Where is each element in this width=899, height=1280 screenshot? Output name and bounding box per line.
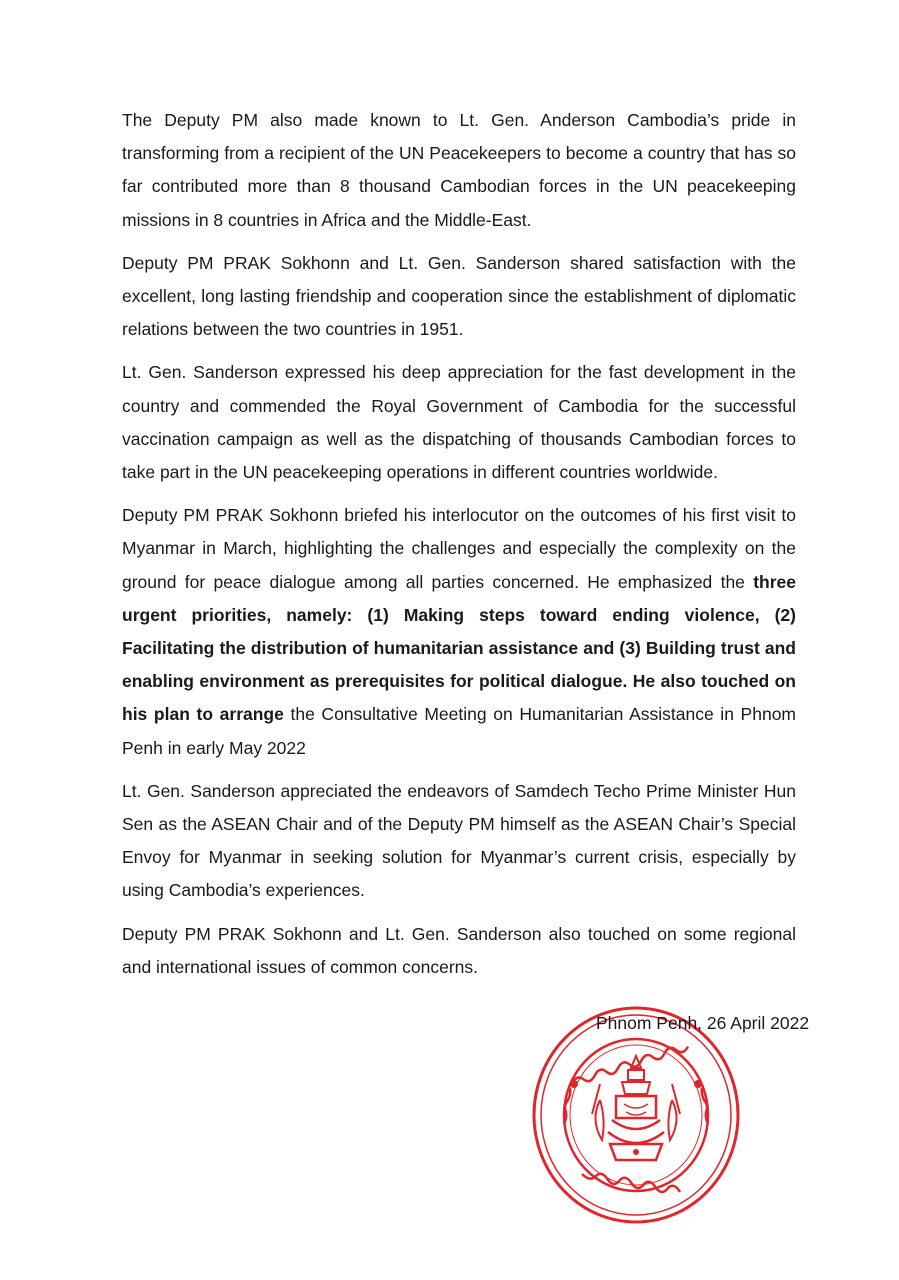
- paragraph-3: Lt. Gen. Sanderson expressed his deep appreciation for the fast development in the country and commended the Royal Government of Cambodia for the successful vaccination campaign as well as the dispatching of thousands Cambodian forces to take part in the UN peacekeeping operations in different countries worldwide.: [122, 362, 796, 483]
- press-release-body: [122, 104, 796, 994]
- paragraph-2: Deputy PM PRAK Sokhonn and Lt. Gen. Sanderson shared satisfaction with the excellent, long lasting friendship and cooperation since the establishment of diplomatic relations between the two countries in 1951.: [122, 252, 796, 340]
- paragraph-4-closing: the Consultative Meeting on Humanitarian Assistance in Phnom Penh in early May 2022: [122, 704, 796, 758]
- official-seal-icon: [530, 1004, 742, 1226]
- paragraph-1: The Deputy PM also made known to Lt. Gen. Anderson Cambodia’s pride in transforming from a recipient of the UN Peacekeepers to become a country that has so far contributed more than 8 thousand Cambodian forces in the UN peacekeeping missions in 8 countries in Africa and the Middle-East.: [122, 110, 796, 230]
- paragraph-4: [122, 499, 796, 765]
- paragraph-5: Lt. Gen. Sanderson appreciated the endeavors of Samdech Techo Prime Minister Hun Sen as the ASEAN Chair and of the Deputy PM himself as the ASEAN Chair’s Special Envoy for Myanmar in seeking solution for Myanmar’s current crisis, especially by using Cambodia’s experiences.: [122, 780, 796, 901]
- paragraph-4-priorities: three urgent priorities, namely: (1) Making steps toward ending violence, (2) Facilitating the distribution of humanitarian assistance and (3) Building trust and enabling environment as prerequisites for political dialogue. He also touched on his plan to arrange: [122, 571, 796, 725]
- paragraph-6: Deputy PM PRAK Sokhonn and Lt. Gen. Sanderson also touched on some regional and international issues of common concerns.: [122, 923, 796, 977]
- paragraph-4-intro: Deputy PM PRAK Sokhonn briefed his interlocutor on the outcomes of his first visit to Myanmar in March, highlighting the challenges and especially the complexity on the ground for peace dialogue among all parties concerned. He emphasized the: [122, 505, 796, 592]
- place-date-signoff: Phnom Penh, 26 April 2022: [596, 1013, 810, 1033]
